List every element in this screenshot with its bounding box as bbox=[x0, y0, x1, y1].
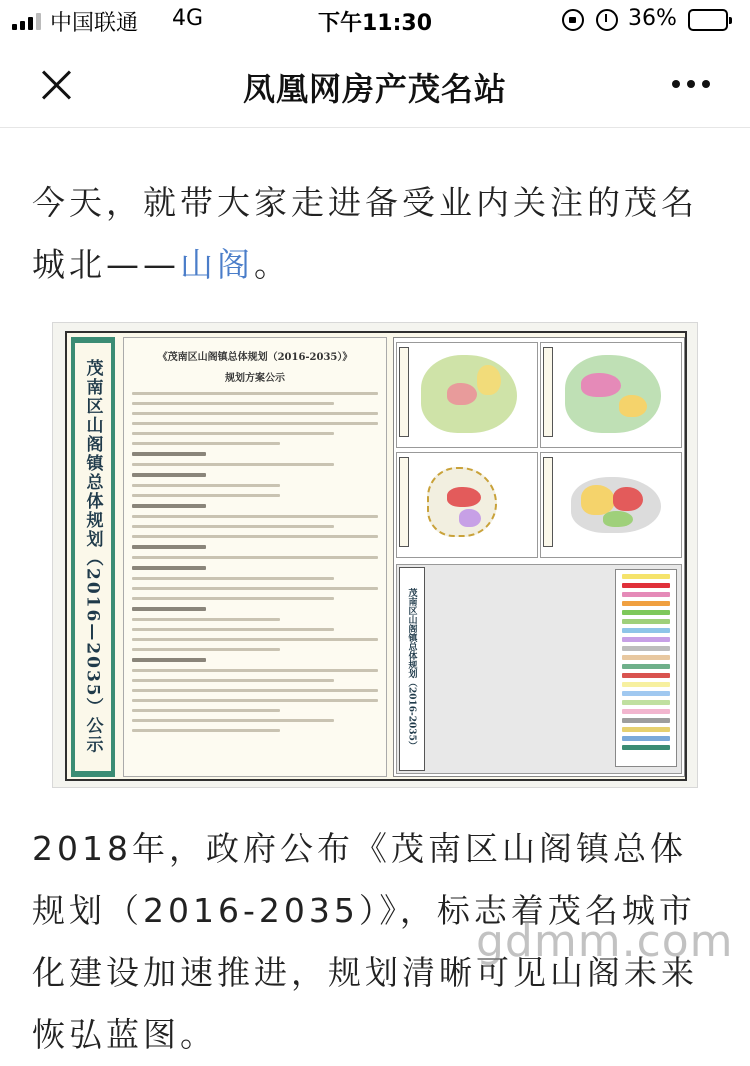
status-bar bbox=[0, 0, 750, 40]
land-use-map bbox=[396, 564, 682, 774]
map-vertical-label: 茂南区山阁镇总体规划（2016-2035） bbox=[399, 567, 425, 771]
page-title: 凤凰网房产茂名站 bbox=[242, 70, 507, 108]
more-icon[interactable] bbox=[672, 80, 710, 88]
map-legend bbox=[615, 569, 677, 767]
alarm-icon bbox=[596, 9, 618, 31]
plan-board bbox=[65, 331, 687, 781]
plan-vertical-title: 茂南区山阁镇总体规划（2016—2035）公示 bbox=[75, 343, 111, 771]
article-paragraph-intro bbox=[32, 172, 722, 296]
map-thumb-4 bbox=[540, 452, 682, 558]
plan-doc-title: 《茂南区山阁镇总体规划（2016-2035）》 bbox=[157, 352, 353, 363]
battery-icon bbox=[688, 9, 728, 31]
clock: 下午11:30 bbox=[317, 11, 433, 36]
map-thumb-3 bbox=[396, 452, 538, 558]
battery-percent: 36% bbox=[628, 6, 677, 31]
map-panel bbox=[393, 337, 685, 777]
rotation-lock-icon bbox=[562, 9, 584, 31]
network-label: 4G bbox=[172, 6, 204, 31]
plan-image[interactable] bbox=[52, 322, 698, 788]
map-thumb-2 bbox=[540, 342, 682, 448]
shange-link[interactable]: 山阁 bbox=[180, 245, 254, 284]
article-paragraph-plan: 2018年，政府公布《茂南区山阁镇总体规划（2016-2035）》，标志着茂名城市化建设加速推进，规划清晰可见山阁未来恢弘蓝图。 bbox=[32, 829, 698, 1054]
watermark: gdmm.com bbox=[476, 916, 734, 967]
intro-text: 今天，就带大家走进备受业内关注的茂名城北—— bbox=[32, 183, 698, 284]
carrier-label: 中国联通 bbox=[50, 11, 139, 36]
plan-doc-subtitle: 规划方案公示 bbox=[225, 373, 285, 384]
plan-vertical-banner bbox=[71, 337, 115, 777]
nav-bar bbox=[0, 40, 750, 128]
map-thumb-1 bbox=[396, 342, 538, 448]
plan-notice-text bbox=[123, 337, 387, 777]
intro-suffix: 。 bbox=[254, 245, 291, 284]
